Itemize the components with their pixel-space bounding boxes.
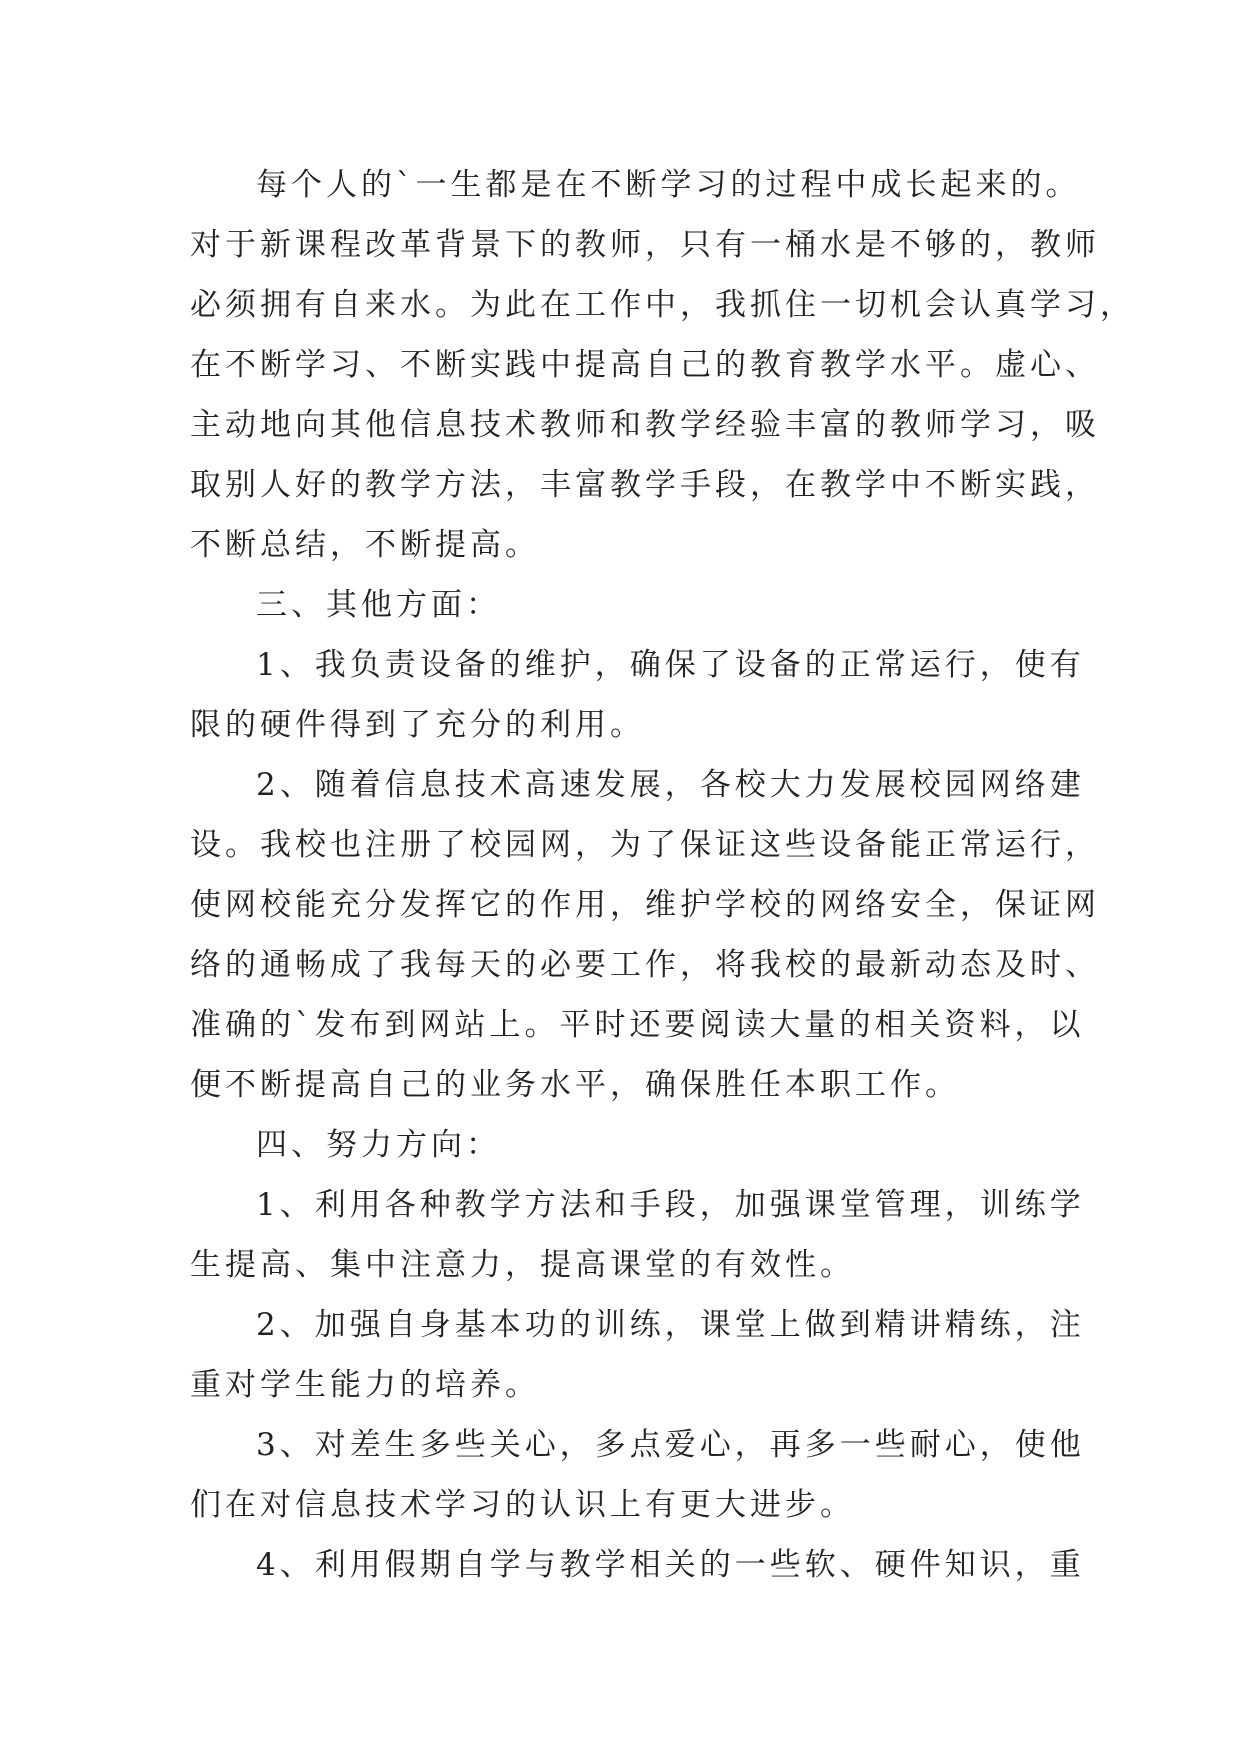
list-item-line: 3、对差生多些关心，多点爱心，再多一些耐心，使他 [256,1427,1085,1463]
list-item-line: 生提高、集中注意力，提高课堂的有效性。 [190,1247,855,1283]
list-item-line: 设。我校也注册了校园网，为了保证这些设备能正常运行， [190,827,1100,863]
document-body [190,155,1135,1595]
list-item-line: 2、随着信息技术高速发展，各校大力发展校园网络建 [256,767,1085,803]
paragraph-line: 每个人的`一生都是在不断学习的过程中成长起来的。 [256,167,1081,203]
list-item-line: 1、我负责设备的维护，确保了设备的正常运行，使有 [256,647,1085,683]
list-item-line: 络的通畅成了我每天的必要工作，将我校的最新动态及时、 [190,947,1100,983]
paragraph-line: 主动地向其他信息技术教师和教学经验丰富的教师学习，吸 [190,407,1100,443]
list-item-line: 4、利用假期自学与教学相关的一些软、硬件知识，重 [256,1547,1085,1583]
paragraph-line: 必须拥有自来水。为此在工作中，我抓住一切机会认真学习， [190,287,1135,323]
list-item-line: 准确的`发布到网站上。平时还要阅读大量的相关资料，以 [190,1007,1085,1043]
list-item-line: 便不断提高自己的业务水平，确保胜任本职工作。 [190,1067,960,1103]
paragraph-line: 不断总结，不断提高。 [190,527,540,563]
paragraph-line: 取别人好的教学方法，丰富教学手段，在教学中不断实践， [190,467,1100,503]
list-item-line: 重对学生能力的培养。 [190,1367,540,1403]
paragraph-line: 在不断学习、不断实践中提高自己的教育教学水平。虚心、 [190,347,1100,383]
section-heading: 四、努力方向： [256,1127,501,1163]
list-item-line: 2、加强自身基本功的训练，课堂上做到精讲精练，注 [256,1307,1085,1343]
list-item-line: 使网校能充分发挥它的作用，维护学校的网络安全，保证网 [190,887,1100,923]
list-item-line: 们在对信息技术学习的认识上有更大进步。 [190,1487,855,1523]
list-item-line: 限的硬件得到了充分的利用。 [190,707,645,743]
paragraph-line: 对于新课程改革背景下的教师，只有一桶水是不够的，教师 [190,227,1100,263]
list-item-line: 1、利用各种教学方法和手段，加强课堂管理，训练学 [256,1187,1085,1223]
section-heading: 三、其他方面： [256,587,501,623]
